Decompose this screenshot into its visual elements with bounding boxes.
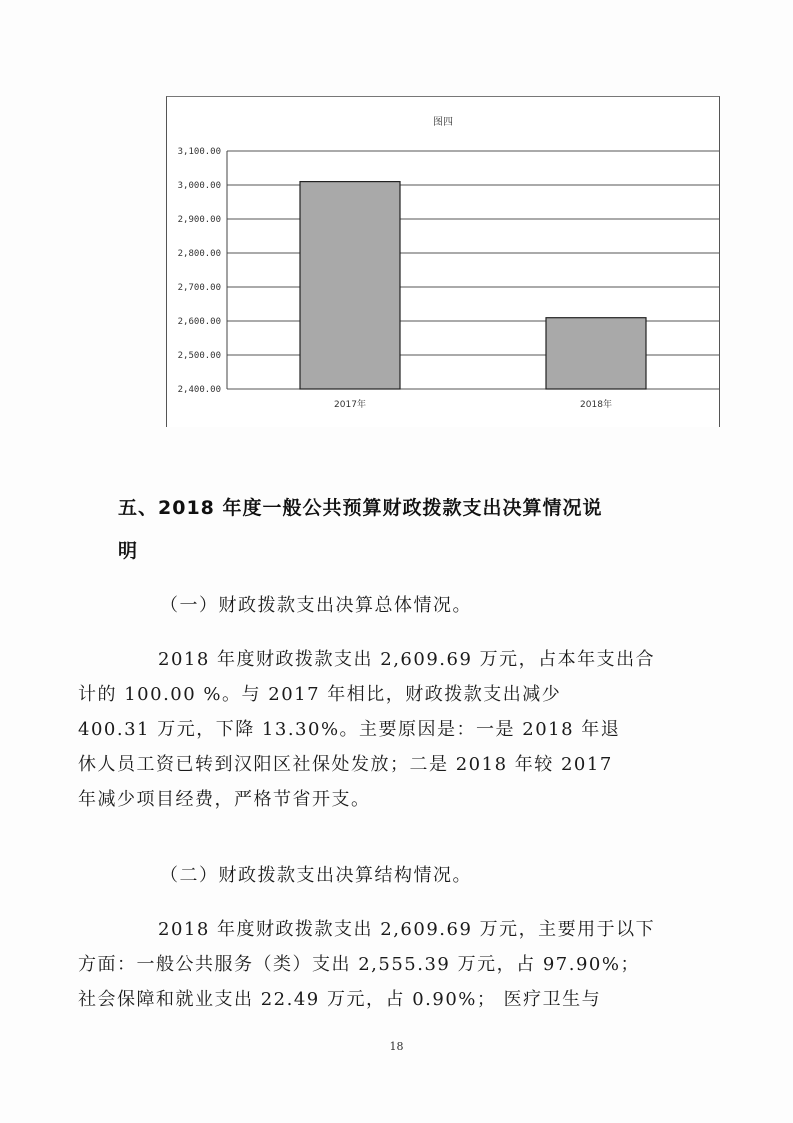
bar-2018年 [546, 318, 646, 389]
subheading-structure: （二）财政拨款支出决算结构情况。 [160, 865, 472, 886]
paragraph-structure [78, 912, 688, 1017]
chart-svg [167, 97, 719, 427]
paragraph-line: 方面：一般公共服务（类）支出 2,555.39 万元，占 97.90%； [78, 954, 640, 975]
x-category-label: 2017年 [334, 400, 366, 410]
x-axis-labels [334, 398, 612, 410]
y-tick-label: 2,800.00 [177, 249, 221, 259]
y-tick-label: 2,400.00 [177, 385, 221, 395]
y-tick-label: 2,900.00 [177, 215, 221, 225]
paragraph-overall [78, 642, 688, 817]
paragraph-line: 计的 100.00 %。与 2017 年相比，财政拨款支出减少 [78, 684, 562, 705]
paragraph-line: 2018 年度财政拨款支出 2,609.69 万元，主要用于以下 [158, 919, 656, 940]
paragraph-line: 400.31 万元，下降 13.30%。主要原因是：一是 2018 年退 [78, 719, 621, 740]
paragraph-line: 社会保障和就业支出 22.49 万元，占 0.90%； 医疗卫生与 [78, 989, 602, 1010]
bars [300, 182, 646, 389]
y-tick-label: 2,700.00 [177, 283, 221, 293]
y-tick-label: 3,000.00 [177, 181, 221, 191]
subheading-overall: （一）财政拨款支出决算总体情况。 [160, 595, 472, 616]
paragraph-line: 年减少项目经费，严格节省开支。 [78, 789, 371, 810]
section-heading-line1: 五、2018 年度一般公共预算财政拨款支出决算情况说 [118, 497, 603, 519]
bar-chart [166, 96, 720, 427]
y-axis-ticks [178, 147, 221, 395]
page-number: 18 [389, 1040, 404, 1053]
y-tick-label: 2,500.00 [177, 351, 221, 361]
y-tick-label: 3,100.00 [177, 147, 221, 157]
y-tick-label: 2,600.00 [177, 317, 221, 327]
paragraph-line: 休人员工资已转到汉阳区社保处发放；二是 2018 年较 2017 [78, 754, 613, 775]
x-category-label: 2018年 [580, 400, 612, 410]
bar-2017年 [300, 182, 400, 389]
paragraph-line: 2018 年度财政拨款支出 2,609.69 万元，占本年支出合 [158, 649, 656, 670]
section-heading-line2: 明 [118, 540, 139, 562]
chart-title: 图四 [433, 117, 453, 128]
